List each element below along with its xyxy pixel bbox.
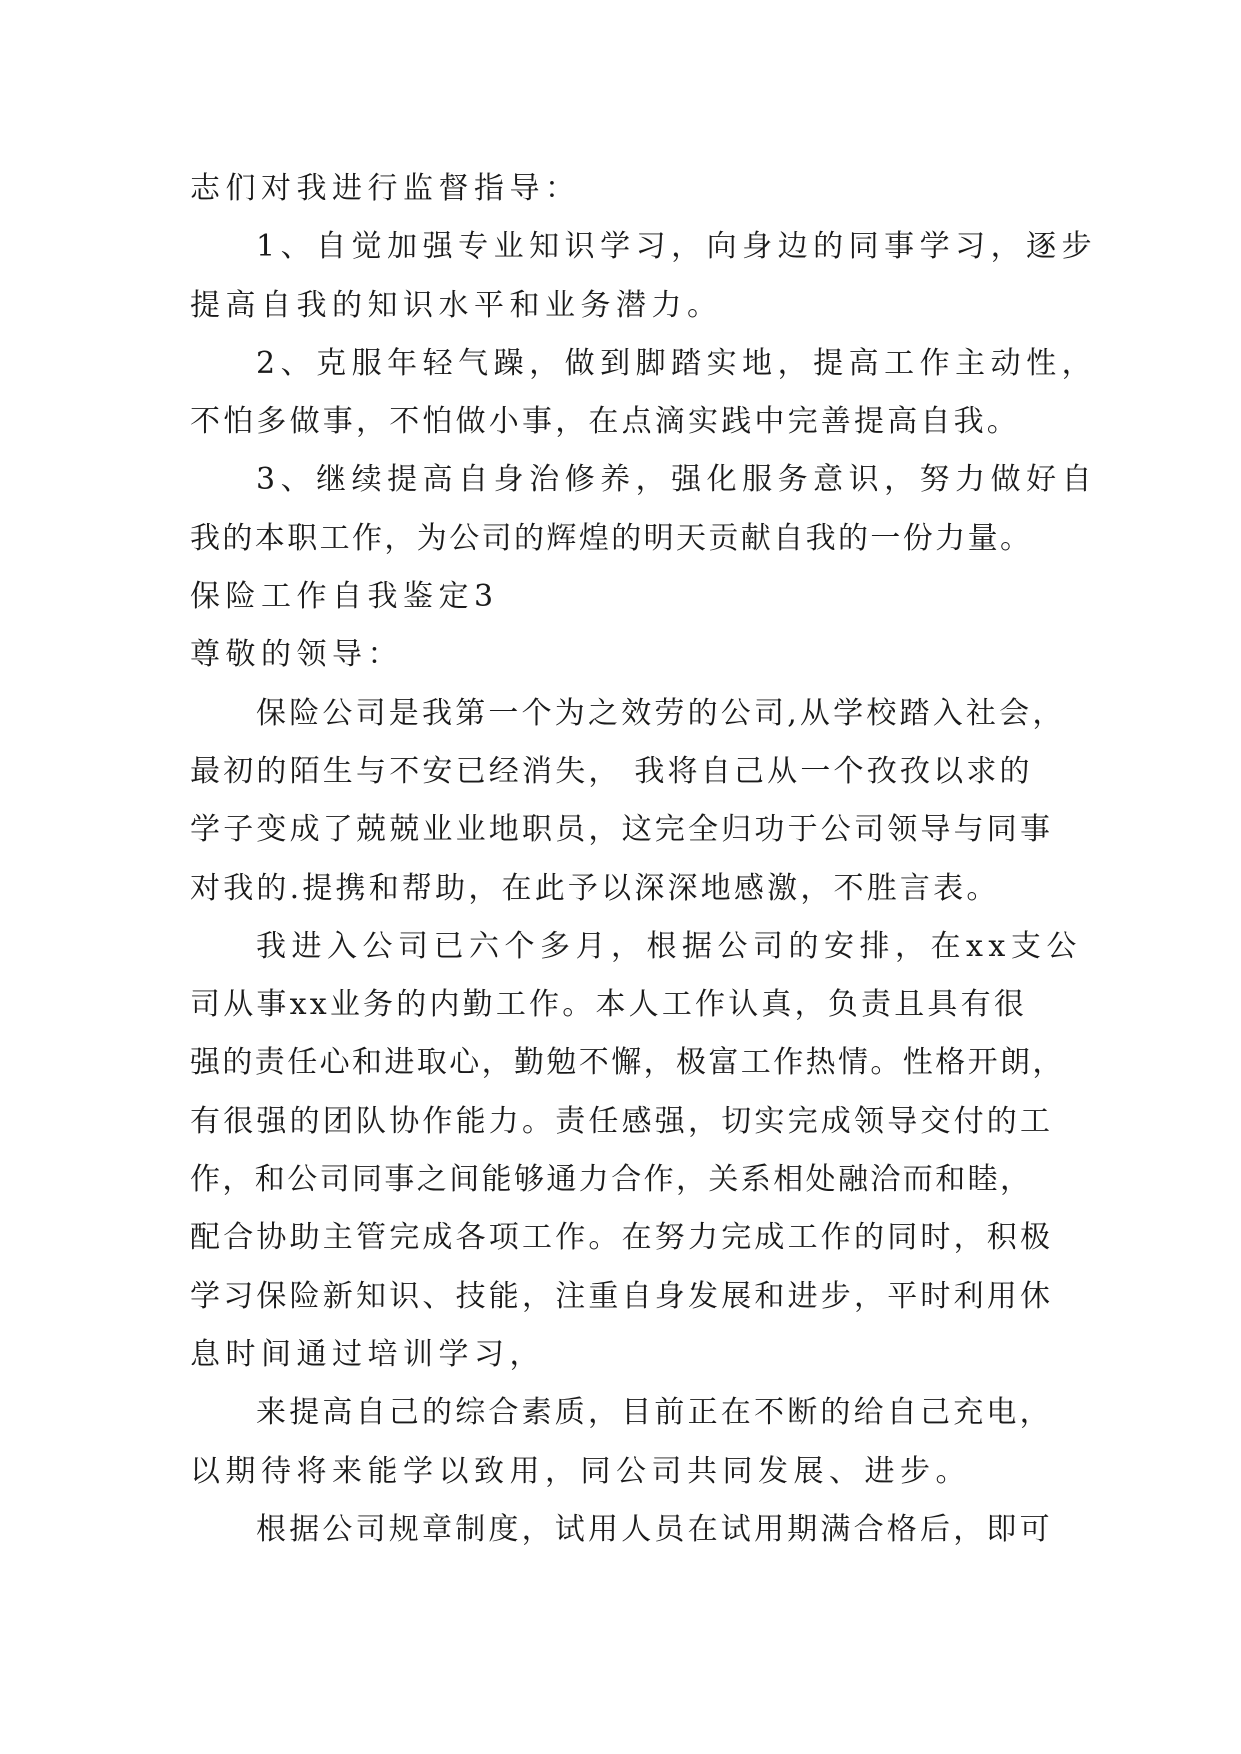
section-heading: 保险工作自我鉴定3	[190, 579, 499, 615]
paragraph-line: 强的责任心和进取心，勤勉不懈，极富工作热情。性格开朗，	[190, 1045, 1065, 1081]
paragraph-line: 配合协助主管完成各项工作。在努力完成工作的同时，积极	[190, 1220, 1054, 1256]
list-item-2-line: 2、克服年轻气躁，做到脚踏实地，提高工作主动性，	[256, 345, 1098, 381]
list-item-2-continuation: 不怕多做事，不怕做小事，在点滴实践中完善提高自我。	[190, 404, 1020, 440]
document-body	[190, 160, 1098, 1559]
paragraph-line: 学子变成了兢兢业业地职员，这完全归功于公司领导与同事	[190, 812, 1054, 848]
list-item-1-line: 1、自觉加强专业知识学习，向身边的同事学习，逐步	[256, 229, 1098, 265]
paragraph-line: 根据公司规章制度，试用人员在试用期满合格后，即可	[256, 1511, 1053, 1547]
paragraph-line: 息时间通过培训学习，	[190, 1336, 545, 1372]
paragraph-line: 我进入公司已六个多月，根据公司的安排，在xx支公	[256, 928, 1082, 964]
list-item-3-continuation: 我的本职工作，为公司的辉煌的明天贡献自我的一份力量。	[190, 520, 1033, 556]
paragraph-line: 保险公司是我第一个为之效劳的公司,从学校踏入社会，	[256, 695, 1066, 731]
paragraph-line: 对我的.提携和帮助，在此予以深深地感激，不胜言表。	[190, 870, 1000, 906]
paragraph-line: 志们对我进行监督指导：	[190, 171, 581, 206]
paragraph-line: 司从事xx业务的内勤工作。本人工作认真，负责且具有很	[190, 987, 1028, 1023]
paragraph-line: 有很强的团队协作能力。责任感强，切实完成领导交付的工	[190, 1103, 1054, 1139]
salutation: 尊敬的领导：	[190, 637, 403, 673]
paragraph-line: 以期待将来能学以致用，同公司共同发展、进步。	[190, 1453, 971, 1489]
paragraph-line: 学习保险新知识、技能，注重自身发展和进步，平时利用休	[190, 1278, 1054, 1314]
paragraph-line: 最初的陌生与不安已经消失， 我将自己从一个孜孜以求的	[190, 753, 1033, 789]
list-item-1-continuation: 提高自我的知识水平和业务潜力。	[190, 287, 723, 323]
paragraph-line: 作，和公司同事之间能够通力合作，关系相处融洽而和睦，	[190, 1162, 1033, 1198]
list-item-3-line: 3、继续提高自身治修养，强化服务意识，努力做好自	[256, 462, 1098, 498]
paragraph-line: 来提高自己的综合素质，目前正在不断的给自己充电，	[256, 1395, 1053, 1431]
